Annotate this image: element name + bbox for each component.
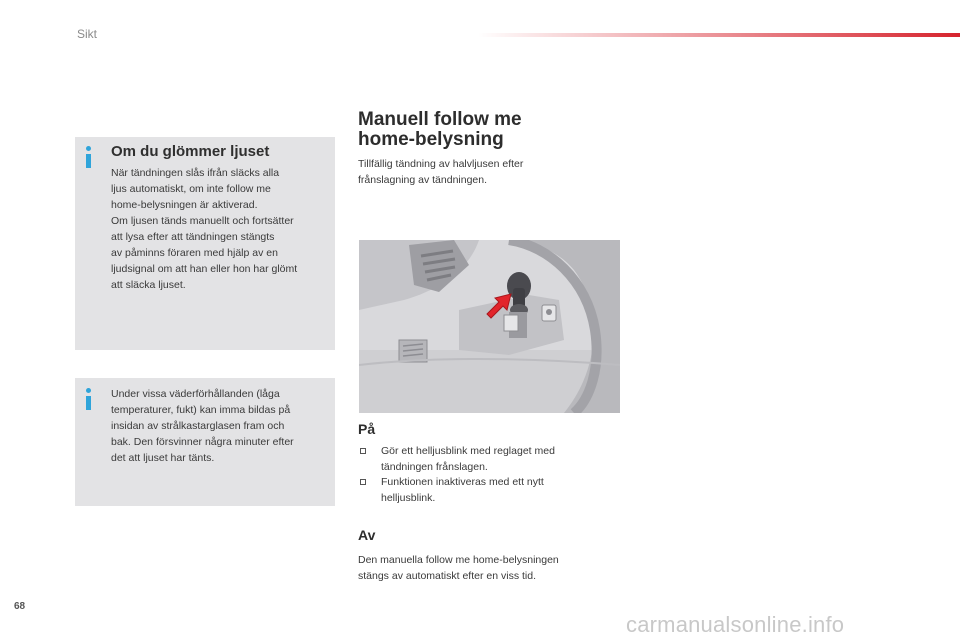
section-heading-on: På bbox=[358, 421, 376, 437]
section-label: Sikt bbox=[77, 27, 98, 41]
intro-text: Tillfällig tändning av halvljusen efter frånslagning av tändningen. bbox=[358, 158, 524, 186]
info-box-forget-lights bbox=[75, 137, 335, 350]
info-icon bbox=[85, 388, 93, 410]
info-icon bbox=[85, 146, 93, 168]
page-number: 68 bbox=[14, 601, 26, 612]
info-box-text: När tändningen slås ifrån släcks alla ljus automatiskt, om inte follow me home-belysningen är aktiverad. Om ljusen tänds manuellt och fortsätter att lysa efter att tändningen stängts av påminns föraren med hjälp av en ljudsignal om att han eller hon har glömt att släcka ljuset. bbox=[111, 167, 298, 291]
step-text: Gör ett helljusblink med reglaget med tändningen frånslagen. bbox=[381, 445, 555, 473]
step-text: Funktionen inaktiveras med ett nytt helljusblink. bbox=[381, 476, 544, 504]
square-bullet-icon bbox=[360, 448, 366, 454]
info-box-condensation bbox=[75, 378, 335, 506]
watermark: carmanualsonline.info bbox=[626, 612, 845, 637]
info-box-text: Under vissa väderförhållanden (låga temperaturer, fukt) kan imma bildas på insidan av strålkastarglasen fram och bak. Den försvinner några minuter efter det att ljuset har tänts. bbox=[111, 388, 294, 464]
list-item bbox=[358, 475, 608, 506]
steering-column-stalk-illustration bbox=[359, 240, 620, 413]
off-description: Den manuella follow me home-belysningen stängs av automatiskt efter en viss tid. bbox=[358, 554, 559, 582]
info-box-title: Om du glömmer ljuset bbox=[111, 143, 270, 160]
section-heading-off: Av bbox=[358, 527, 376, 543]
square-bullet-icon bbox=[360, 479, 366, 485]
page-title: Manuell follow me home-belysning bbox=[358, 109, 522, 150]
list-item bbox=[358, 444, 608, 475]
steps-list bbox=[358, 444, 608, 506]
header-accent-line bbox=[478, 33, 960, 37]
